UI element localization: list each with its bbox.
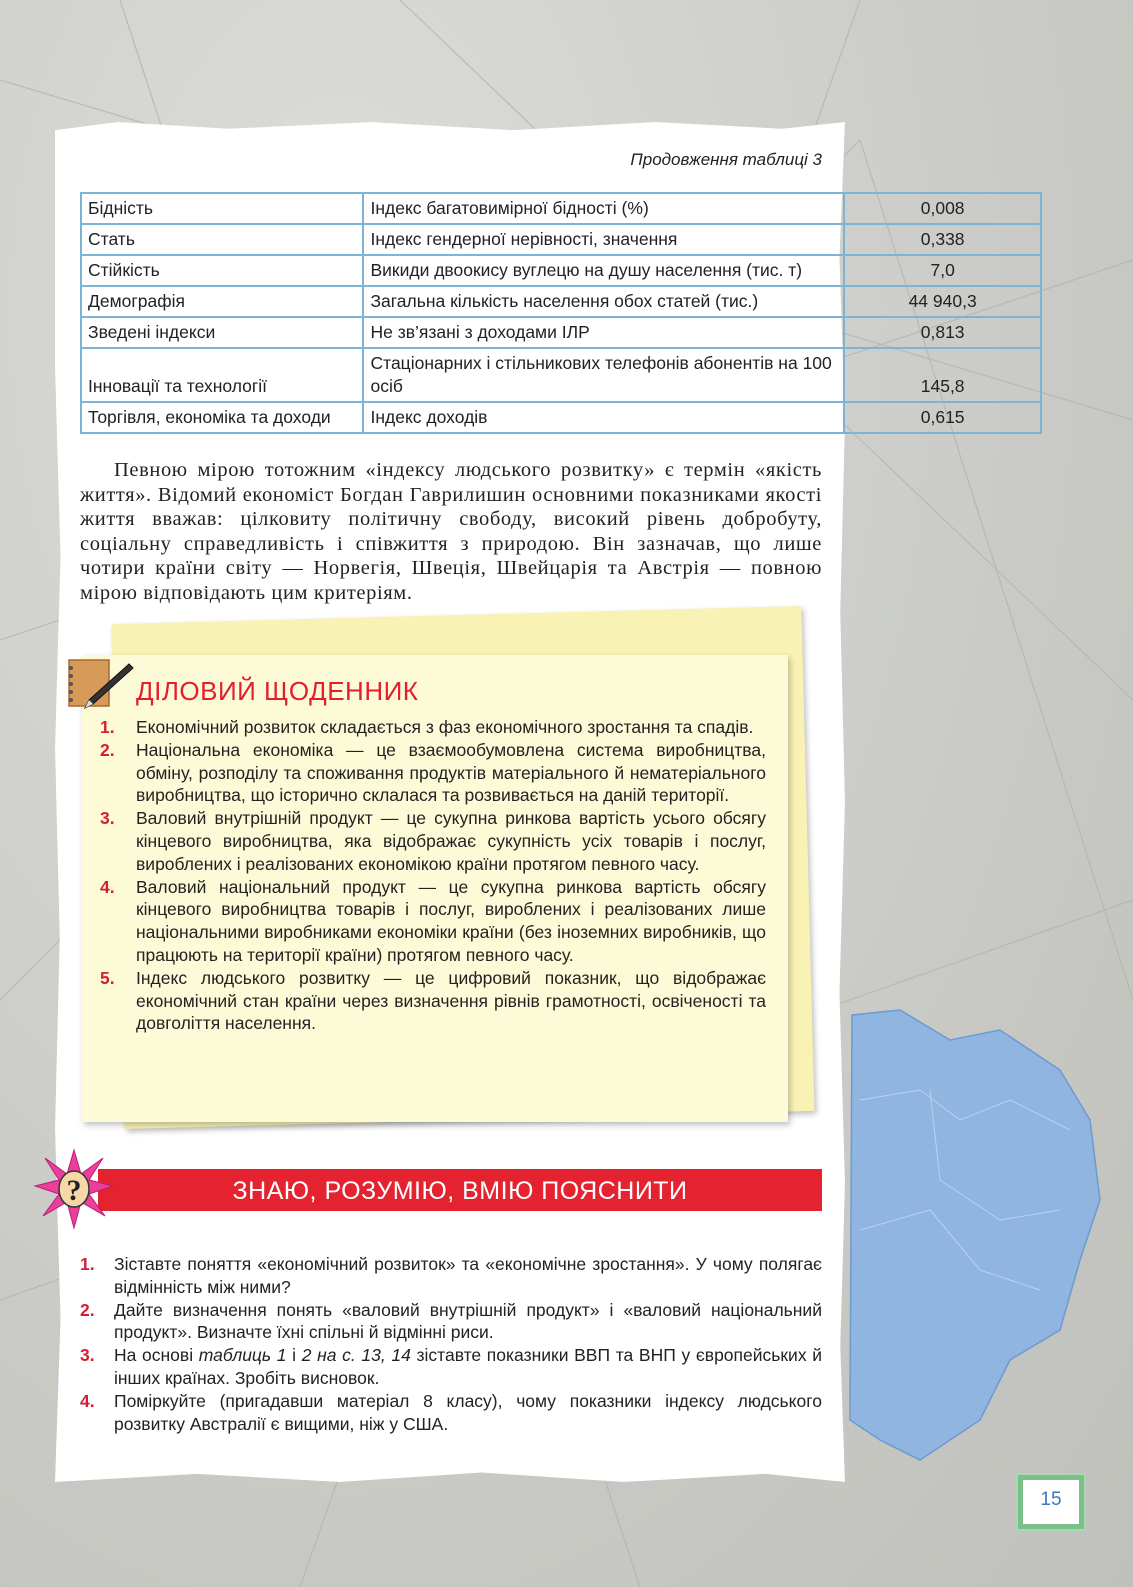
question-item — [80, 1299, 822, 1345]
diary-item — [100, 807, 766, 875]
table-cell-value: 0,338 — [844, 224, 1041, 255]
table-cell-value: 44 940,3 — [844, 286, 1041, 317]
table-cell-indicator: Індекс багатовимірної бідності (%) — [363, 193, 844, 224]
question-text: Зіставте поняття «економічний розвиток» та «економічне зростання». У чому полягає відмінність між ними? — [114, 1254, 822, 1297]
question-item — [80, 1344, 822, 1390]
table-cell-indicator: Загальна кількість населення обох статей (тис.) — [363, 286, 844, 317]
diary-item-text: Індекс людського розвитку — це цифровий показник, що відображає економічний стан країни через визначення рівнів грамотності, освіченості та довголіття населення. — [136, 967, 766, 1034]
question-text: Дайте визначення понять «валовий внутрішній продукт» і «валовий національний продукт». Визначте їхні спільні й відмінні риси. — [114, 1299, 822, 1343]
diary-item — [100, 739, 766, 807]
table-cell-indicator: Індекс доходів — [363, 402, 844, 433]
question-number: 4. — [80, 1390, 95, 1411]
question-number: 3. — [80, 1345, 95, 1366]
diary-item — [100, 876, 766, 967]
table-cell-category: Зведені індекси — [81, 317, 363, 348]
table-row — [81, 348, 1041, 402]
table-cell-value: 7,0 — [844, 255, 1041, 286]
table-cell-category: Демографія — [81, 286, 363, 317]
diary-item-number: 4. — [100, 876, 115, 897]
table-cell-value: 0,008 — [844, 193, 1041, 224]
questions-list — [80, 1253, 822, 1435]
table-cell-category: Інновації та технології — [81, 348, 363, 402]
diary-item-number: 5. — [100, 967, 115, 988]
table-cell-indicator: Індекс гендерної нерівності, значення — [363, 224, 844, 255]
question-number: 1. — [80, 1254, 95, 1274]
question-item — [80, 1253, 822, 1299]
notebook-pen-icon — [67, 656, 135, 710]
diary-item-text: Валовий внутрішній продукт — це сукупна ринкова вартість усього обсягу кінцевого виробництва, яка відображає сукупність усіх товарів і послуг, вироблених і реалізованих економікою країни протягом певного часу. — [136, 808, 766, 874]
table-cell-category: Торгівля, економіка та доходи — [81, 402, 363, 433]
questions-title: ЗНАЮ, РОЗУМІЮ, ВМІЮ ПОЯСНИТИ — [232, 1177, 688, 1205]
diary-item — [100, 967, 766, 1035]
table-row — [81, 286, 1041, 317]
table-cell-value: 0,615 — [844, 402, 1041, 433]
table-cell-category: Бідність — [81, 193, 363, 224]
table-cell-category: Стать — [81, 224, 363, 255]
table-cell-value: 145,8 — [844, 348, 1041, 402]
page-number: 15 — [1040, 1489, 1062, 1510]
diary-item-text: Економічний розвиток складається з фаз економічного зростання та спадів. — [136, 717, 754, 737]
table-row — [81, 402, 1041, 433]
table-cell-indicator: Викиди двоокису вуглецю на душу населення (тис. т) — [363, 255, 844, 286]
question-reference: таблиць 1 — [198, 1345, 287, 1366]
table-cell-indicator: Стаціонарних і стільникових телефонів абонентів на 100 осіб — [363, 348, 844, 402]
diary-item-number: 1. — [100, 717, 115, 737]
question-text: На основі — [114, 1345, 199, 1366]
diary-list — [100, 716, 766, 1035]
diary-item-number: 3. — [100, 808, 115, 829]
table-row — [81, 224, 1041, 255]
table-row — [81, 255, 1041, 286]
diary-title: ДІЛОВИЙ ЩОДЕННИК — [136, 676, 419, 706]
question-number: 2. — [80, 1299, 95, 1320]
table-cell-value: 0,813 — [844, 317, 1041, 348]
question-item — [80, 1390, 822, 1436]
question-text: і — [286, 1345, 302, 1366]
diary-item-text: Валовий національний продукт — це сукупна ринкова вартість обсягу кінцевого виробництва товарів і послуг, вироблених і реалізованих лише національними виробниками економіки країни (без іноземних виробників, що працюють на території країни) протягом певного часу. — [136, 876, 766, 965]
body-paragraph: Певною мірою тотожним «індексу людського розвитку» є термін «якість життя». Відомий економіст Богдан Гаврилишин основними показниками якості життя вважав: цілковиту політичну свободу, високий рівень добробуту, соціальну справедливість і співжиття з природою. Він зазначав, що лише чотири країни світу — Норвегія, Швеція, Швейцарія та Австрія — повною мірою відповідають цим критеріям. — [80, 459, 822, 604]
table-cell-category: Стійкість — [81, 255, 363, 286]
table-row — [81, 317, 1041, 348]
table-caption: Продовження таблиці 3 — [630, 150, 822, 169]
data-table — [80, 192, 1042, 434]
diary-item-number: 2. — [100, 739, 115, 760]
svg-text:?: ? — [66, 1174, 82, 1207]
diary-item-text: Національна економіка — це взаємообумовлена система виробництва, обміну, розподілу та споживання продуктів матеріального й нематеріального виробництва, що історично склалася та розвивається на даній території. — [136, 739, 766, 806]
question-text: зіставте показники ВВП та ВНП у європейських й інших країнах. Зробіть висновок. — [114, 1345, 822, 1388]
table-cell-indicator: Не зв’язані з доходами ІЛР — [363, 317, 844, 348]
question-text: Поміркуйте (пригадавши матеріал 8 класу), чому показники індексу людського розвитку Австралії є вищими, ніж у США. — [114, 1390, 822, 1434]
question-reference: 2 на с. 13, 14 — [301, 1345, 411, 1366]
table-row — [81, 193, 1041, 224]
question-star-icon — [33, 1148, 115, 1230]
diary-item — [100, 716, 766, 739]
